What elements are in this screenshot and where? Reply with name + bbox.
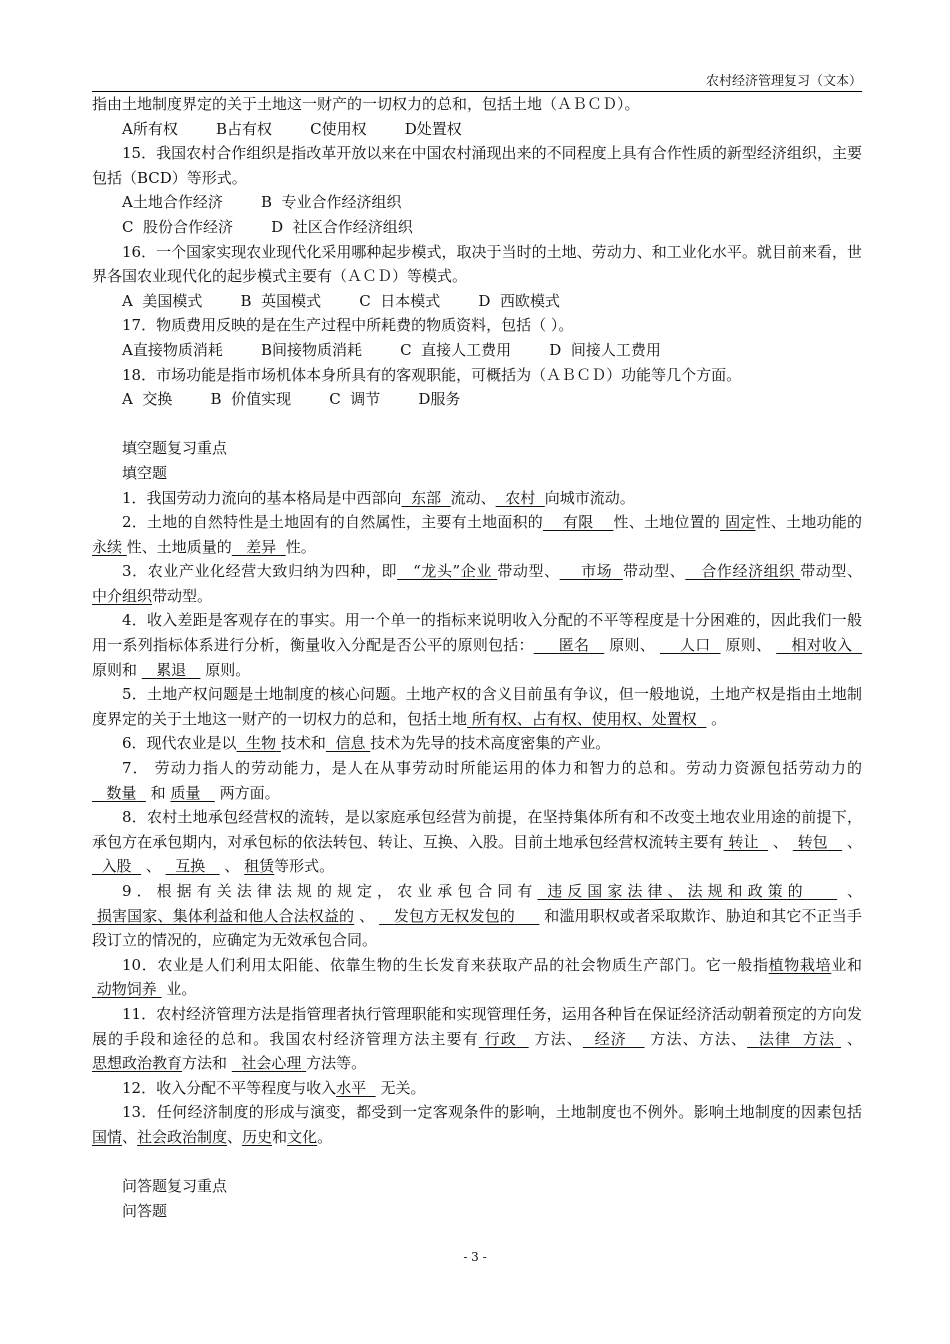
answer-blank: 入股 <box>101 857 132 876</box>
answer-blank: 固定 <box>725 513 756 532</box>
answer-blank: 人口 <box>680 636 711 655</box>
answer-blank: 有限 <box>563 513 594 532</box>
answer-blank: 违反国家法律、法规和政策的 <box>547 882 808 900</box>
options-line: A直接物质消耗 B间接物质消耗 C 直接人工费用 D 间接人工费用 <box>122 340 661 359</box>
answer-blank: 社会心理 <box>241 1054 302 1073</box>
answer-blank: 互换 <box>175 857 206 876</box>
answer-blank: 思想政治教育 <box>92 1054 183 1073</box>
question-16: 16．一个国家实现农业现代化采用哪种起步模式，取决于当时的土地、劳动力、和工业化水平。就目前来看，世界各国农业现代化的起步模式主要有（ＡＣＤ）等模式。 <box>92 242 862 286</box>
options-line: A土地合作经济 B 专业合作经济组织 <box>122 193 402 212</box>
answer-blank: 转包 <box>797 832 828 851</box>
fill-item-9: 9．根据有关法律法规的规定，农业承包合同有 违反国家法律、法规和政策的 、 损害国家、集体利益和他人合法权益的 、 发包方无权发包的 和滥用职权或者采取欺诈、胁迫和其它不正当手段订立的情况的，应确定为无效承包合同。 <box>92 882 862 950</box>
answer-blank: 农村 <box>505 488 536 507</box>
answer-blank: 累退 <box>156 660 187 679</box>
spacer <box>92 1150 862 1175</box>
answer-blank: 社会政治制度 <box>137 1127 228 1146</box>
answer-blank: 市场 <box>581 562 613 581</box>
answer-blank: 数量 <box>106 783 137 802</box>
section-subheading: 问答题 <box>122 1201 168 1220</box>
answer-blank: 永续 <box>92 537 123 556</box>
answer-blank: 生物 <box>246 734 277 753</box>
answer-blank: 中介组织 <box>92 586 153 605</box>
question-15: 15．我国农村合作组织是指改革开放以来在中国农村涌现出来的不同程度上具有合作性质的新型经济组织，主要包括（BCD）等形式。 <box>92 144 862 187</box>
answer-blank: 损害国家、集体利益和他人合法权益的 <box>96 906 355 925</box>
answer-blank: 水平 <box>336 1078 367 1097</box>
answer-blank: 发包方无权发包的 <box>393 906 515 925</box>
document-body <box>92 92 862 1223</box>
options-line: A所有权 B占有权 C使用权 D处置权 <box>122 119 462 138</box>
options-line: A 美国模式 B 英国模式 C 日本模式 D 西欧模式 <box>122 291 560 310</box>
options-line: A 交换 B 价值实现 C 调节 D服务 <box>122 390 461 409</box>
fill-item-5: 5．土地产权问题是土地制度的核心问题。土地产权的含义目前虽有争议，但一般地说，土地产权是指由土地制度界定的关于土地这一财产的一切权力的总和，包括土地 所有权、占有权、使用权、处置权 。 <box>92 685 862 728</box>
answer-blank: 所有权、占有权、使用权、处置权 <box>471 709 697 728</box>
answer-blank: 差异 <box>246 537 277 556</box>
section-heading: 填空题复习重点 <box>122 439 228 458</box>
answer-blank: “龙头”企业 <box>413 562 492 581</box>
answer-blank: 行政 <box>484 1029 517 1048</box>
answer-blank: 相对收入 <box>791 636 853 655</box>
fill-item-7: 7． 劳动力指人的劳动能力，是人在从事劳动时所能运用的体力和智力的总和。劳动力资源包括劳动力的 数量 和 质量 两方面。 <box>92 756 862 805</box>
answer-blank: 经济 <box>594 1029 627 1048</box>
answer-blank: 历史 <box>242 1127 273 1146</box>
spacer <box>92 412 862 437</box>
answer-blank: 转让 <box>728 832 759 851</box>
fill-item-13: 13．任何经济制度的形成与演变，都受到一定客观条件的影响，土地制度也不例外。影响土地制度的因素包括国情、社会政治制度、历史和文化。 <box>92 1103 862 1146</box>
page-number: - 3 - <box>463 1250 487 1264</box>
answer-blank: 法律 方法 <box>758 1029 836 1048</box>
answer-blank: 租赁 <box>244 857 275 876</box>
answer-blank: 质量 <box>170 783 201 802</box>
paragraph: 指由土地制度界定的关于土地这一财产的一切权力的总和，包括土地（ＡＢＣＤ）。 <box>92 95 640 113</box>
answer-blank: 合作经济组织 <box>701 562 795 581</box>
fill-item-1: 1．我国劳动力流向的基本格局是中西部向 东部 流动、 农村 向城市流动。 <box>122 488 635 507</box>
answer-blank: 国情 <box>92 1127 123 1146</box>
answer-blank: 东部 <box>411 488 442 507</box>
answer-blank: 文化 <box>287 1127 318 1146</box>
section-heading: 问答题复习重点 <box>122 1177 228 1196</box>
fill-item-8: 8．农村土地承包经营权的流转，是以家庭承包经营为前提，在坚持集体所有和不改变土地农业用途的前提下，承包方在承包期内，对承包标的依法转包、转让、互换、入股。目前土地承包经营权流转主要有 转让 、 转包 、 入股 、 互换 、 租赁等形式。 <box>92 808 862 876</box>
answer-blank: 植物栽培 <box>768 955 832 974</box>
answer-blank: 匿名 <box>558 636 590 655</box>
fill-item-11: 11．农村经济管理方法是指管理者执行管理职能和实现管理任务，运用各种旨在保证经济活动朝着预定的方向发展的手段和途径的总和。我国农村经济管理方法主要有 行政 方法、 经济 方法、方法、 法律 方法 、思想政治教育方法和 社会心理 方法等。 <box>92 1004 862 1073</box>
fill-item-4: 4．收入差距是客观存在的事实。用一个单一的指标来说明收入分配的不平等程度是十分困难的，因此我们一般用一系列指标体系进行分析，衡量收入分配是否公平的原则包括： 匿名 原则、 人口 原则、 相对收入 原则和 累退 原则。 <box>92 611 862 679</box>
running-header: 农村经济管理复习（文本） <box>92 70 862 92</box>
fill-item-2: 2．土地的自然特性是土地固有的自然属性，主要有土地面积的 有限 性、土地位置的 固定性、土地功能的永续 性、土地质量的 差异 性。 <box>92 513 862 556</box>
answer-blank: 动物饲养 <box>96 980 157 999</box>
question-18: 18．市场功能是指市场机体本身所具有的客观职能，可概括为（ＡＢＣＤ）功能等几个方面。 <box>122 365 742 384</box>
fill-item-6: 6．现代农业是以 生物 技术和 信息 技术为先导的技术高度密集的产业。 <box>122 734 611 753</box>
section-subheading: 填空题 <box>122 463 168 482</box>
answer-blank: 信息 <box>335 734 366 753</box>
options-line: C 股份合作经济 D 社区合作经济组织 <box>122 217 413 236</box>
fill-item-12: 12．收入分配不平等程度与收入水平 无关。 <box>122 1078 426 1097</box>
fill-item-10: 10．农业是人们利用太阳能、依靠生物的生长发育来获取产品的社会物质生产部门。它一般指植物栽培业和 动物饲养 业。 <box>92 953 862 1002</box>
fill-item-3: 3．农业产业化经营大致归纳为四种，即 “龙头”企业 带动型、 市场 带动型、 合作经济组织 带动型、中介组织带动型。 <box>92 562 862 605</box>
question-17: 17．物质费用反映的是在生产过程中所耗费的物质资料，包括（ ）。 <box>122 316 574 335</box>
